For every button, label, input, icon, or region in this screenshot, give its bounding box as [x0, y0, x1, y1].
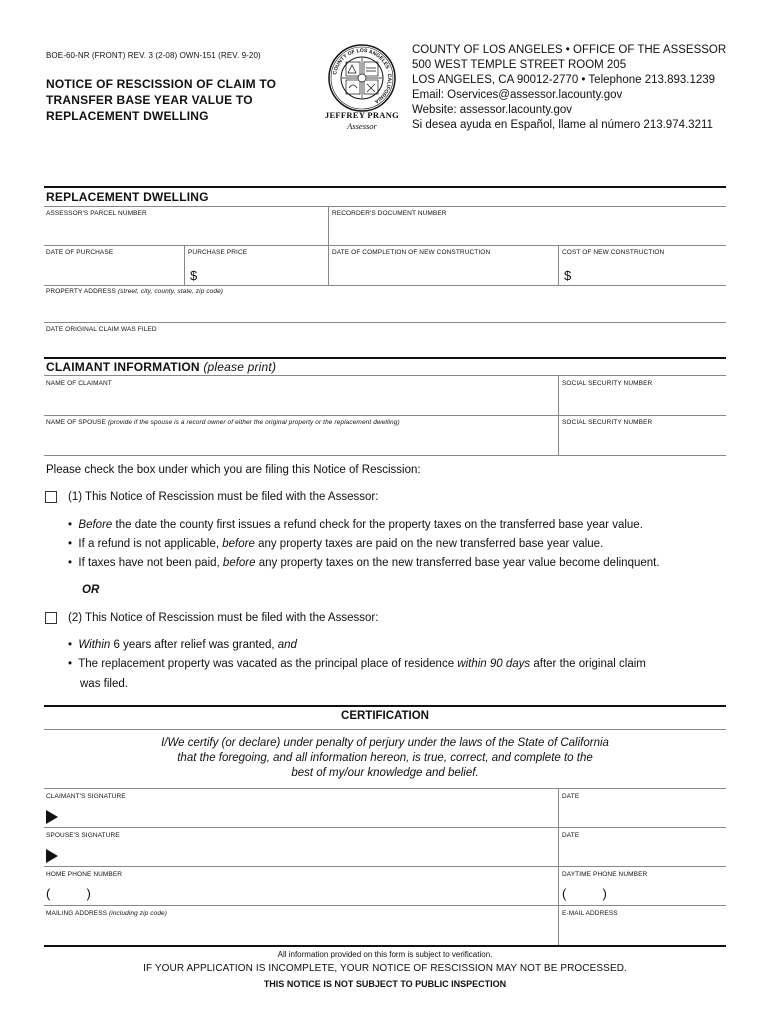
option-1-bullet-pre: If a refund is not applicable,: [78, 538, 223, 550]
option-1-checkbox[interactable]: [45, 491, 57, 503]
mailing-address-field[interactable]: [44, 919, 556, 943]
filing-instruction: Please check the box under which you are filing this Notice of Rescission:: [46, 464, 421, 476]
row-divider: [44, 375, 726, 376]
row-divider: [44, 729, 726, 730]
claimant-signature-field[interactable]: [62, 803, 556, 825]
office-line: COUNTY OF LOS ANGELES • OFFICE OF THE ASSESSOR: [412, 44, 727, 56]
option-1-bullet-rest: any property taxes are paid on the new transferred base year value.: [254, 538, 604, 550]
section-divider: [44, 357, 726, 359]
spouse-date-field[interactable]: [560, 842, 726, 864]
home-phone-area-code: ( ): [46, 886, 91, 901]
sign-here-arrow-icon: [46, 810, 58, 824]
claimant-name-label: NAME OF CLAIMANT: [46, 380, 112, 387]
mailing-address-label-text: MAILING ADDRESS: [46, 910, 108, 917]
original-claim-date-field[interactable]: [44, 335, 726, 355]
option-2-bullet-continued: was filed.: [80, 678, 128, 690]
option-1-bullet-em: before: [222, 557, 256, 569]
option-1-bullet: • Before the date the county first issues a refund check for the property taxes on the transferred base year value.: [68, 519, 643, 531]
option-2-bullet-em: Within: [78, 639, 111, 651]
claimant-date-field[interactable]: [560, 803, 726, 825]
public-inspection-note: THIS NOTICE IS NOT SUBJECT TO PUBLIC INSPECTION: [263, 979, 507, 989]
section-divider: [44, 945, 726, 947]
date-of-purchase-label: DATE OF PURCHASE: [46, 249, 114, 256]
purchase-price-field[interactable]: [200, 259, 326, 283]
date-of-purchase-field[interactable]: [44, 259, 182, 283]
email-address-field[interactable]: [560, 919, 726, 943]
row-divider: [44, 788, 726, 789]
sign-here-arrow-icon: [46, 849, 58, 863]
spouse-ssn-label: SOCIAL SECURITY NUMBER: [562, 419, 653, 426]
claimant-info-title: [46, 360, 276, 374]
option-2-label: (2) This Notice of Rescission must be filed with the Assessor:: [68, 612, 379, 624]
construction-cost-dollar: $: [564, 268, 572, 283]
certification-line: that the foregoing, and all information hereon, is true, correct, and complete to the: [177, 752, 593, 764]
form-id: BOE-60-NR (FRONT) REV. 3 (2-08) OWN-151 (REV. 9-20): [46, 51, 261, 60]
replacement-dwelling-title: REPLACEMENT DWELLING: [46, 190, 209, 204]
office-line: 500 WEST TEMPLE STREET ROOM 205: [412, 59, 627, 71]
claimant-ssn-label: SOCIAL SECURITY NUMBER: [562, 380, 653, 387]
spouse-signature-field[interactable]: [62, 842, 556, 864]
home-phone-label: HOME PHONE NUMBER: [46, 871, 123, 878]
claimant-info-hint: (please print): [203, 360, 277, 374]
option-1-bullet-rest: the date the county first issues a refund check for the property taxes on the transferred base year value.: [112, 519, 643, 531]
row-divider: [44, 206, 726, 207]
original-claim-date-label: DATE ORIGINAL CLAIM WAS FILED: [46, 326, 157, 333]
spouse-name-field[interactable]: [44, 429, 556, 453]
row-divider: [44, 415, 726, 416]
office-website[interactable]: Website: assessor.lacounty.gov: [412, 104, 573, 116]
spouse-name-hint: (provide if the spouse is a record owner of either the original property or the replacement dwelling): [107, 419, 400, 426]
section-divider: [44, 186, 726, 188]
certification-line: best of my/our knowledge and belief.: [291, 767, 479, 779]
option-1-bullet-rest: any property taxes on the new transferred base year value become delinquent.: [255, 557, 660, 569]
cell-divider: [184, 245, 185, 285]
certification-statement: [44, 736, 726, 781]
option-1-label: (1) This Notice of Rescission must be filed with the Assessor:: [68, 491, 379, 503]
claimant-date-label: DATE: [562, 793, 580, 800]
row-divider: [44, 285, 726, 286]
certification-line: I/We certify (or declare) under penalty of perjury under the laws of the State of California: [161, 737, 609, 749]
mailing-address-label: [46, 910, 167, 917]
verification-note: All information provided on this form is subject to verification.: [277, 950, 493, 959]
construction-cost-field[interactable]: [574, 259, 726, 283]
row-divider: [44, 905, 726, 906]
office-contact-block: [412, 43, 726, 133]
option-2-bullet-em: within 90 days: [457, 658, 531, 670]
option-2-bullet-pre: The replacement property was vacated as the principal place of residence: [78, 658, 458, 670]
claimant-info-title-text: CLAIMANT INFORMATION: [46, 360, 200, 374]
option-1-bullet: • If taxes have not been paid, before any property taxes on the new transferred base year value become delinquent.: [68, 557, 660, 569]
row-divider: [44, 245, 726, 246]
daytime-phone-area-code: ( ): [562, 886, 607, 901]
recorder-doc-field[interactable]: [330, 220, 726, 244]
spouse-signature-label: SPOUSE'S SIGNATURE: [46, 832, 120, 839]
office-line: LOS ANGELES, CA 90012-2770 • Telephone 213.893.1239: [412, 74, 716, 86]
form-title-line: REPLACEMENT DWELLING: [46, 109, 209, 123]
option-2-bullet-post: after the original claim: [530, 658, 646, 670]
option-2-bullet: • The replacement property was vacated as the principal place of residence within 90 days after the original claim: [68, 658, 646, 670]
cell-divider: [328, 206, 329, 246]
option-2-checkbox[interactable]: [45, 612, 57, 624]
form-title: [46, 76, 306, 124]
row-divider: [44, 866, 726, 867]
purchase-price-label: PURCHASE PRICE: [188, 249, 248, 256]
spouse-date-label: DATE: [562, 832, 580, 839]
incomplete-warning: IF YOUR APPLICATION IS INCOMPLETE, YOUR NOTICE OF RESCISSION MAY NOT BE PROCESSED.: [143, 963, 627, 974]
claimant-ssn-field[interactable]: [560, 389, 726, 413]
property-address-label: [46, 288, 223, 295]
completion-date-field[interactable]: [330, 259, 556, 283]
office-email[interactable]: Email: Oservices@assessor.lacounty.gov: [412, 89, 623, 101]
option-1-bullet-pre: If taxes have not been paid,: [78, 557, 223, 569]
option-2-bullet-em2: and: [277, 639, 297, 651]
cell-divider: [558, 245, 559, 285]
spouse-name-label: [46, 419, 400, 426]
option-1-bullet-em: Before: [78, 519, 113, 531]
spouse-name-label-text: NAME OF SPOUSE: [46, 419, 106, 426]
option-1-bullet-em: before: [222, 538, 255, 550]
claimant-signature-label: CLAIMANT'S SIGNATURE: [46, 793, 126, 800]
daytime-phone-field[interactable]: [560, 880, 726, 904]
section-divider: [44, 705, 726, 707]
purchase-price-dollar: $: [190, 268, 198, 283]
option-2-bullet: • Within 6 years after relief was granted, and: [68, 639, 297, 651]
option-1-bullet: • If a refund is not applicable, before any property taxes are paid on the new transferred base year value.: [68, 538, 604, 550]
spouse-ssn-field[interactable]: [560, 429, 726, 453]
office-spanish-help: Si desea ayuda en Español, llame al número 213.974.3211: [412, 119, 713, 131]
or-separator: OR: [82, 584, 100, 596]
assessor-name: JEFFREY PRANG: [324, 110, 400, 120]
construction-cost-label: COST OF NEW CONSTRUCTION: [562, 249, 665, 256]
daytime-phone-label: DAYTIME PHONE NUMBER: [562, 871, 648, 878]
mailing-address-hint: (including zip code): [109, 910, 168, 917]
property-address-label-text: PROPERTY ADDRESS: [46, 288, 116, 295]
assessor-title: Assessor: [347, 121, 377, 131]
property-address-field[interactable]: [44, 297, 726, 321]
seal-text: COUNTY OF LOS ANGELES · CALIFORNIA: [332, 47, 393, 105]
row-divider: [44, 827, 726, 828]
row-divider: [44, 322, 726, 323]
apn-label: ASSESSOR'S PARCEL NUMBER: [46, 210, 147, 217]
option-2-bullet-mid: 6 years after relief was granted,: [110, 639, 278, 651]
claimant-name-field[interactable]: [44, 389, 556, 413]
certification-title: CERTIFICATION: [341, 710, 429, 722]
cell-divider: [328, 245, 329, 285]
home-phone-field[interactable]: [44, 880, 556, 904]
completion-date-label: DATE OF COMPLETION OF NEW CONSTRUCTION: [332, 249, 491, 256]
email-address-label: E-MAIL ADDRESS: [562, 910, 618, 917]
property-address-hint: (street, city, county, state, zip code): [117, 288, 224, 295]
apn-field[interactable]: [44, 220, 326, 244]
form-title-line: TRANSFER BASE YEAR VALUE TO: [46, 93, 253, 107]
row-divider: [44, 455, 726, 456]
form-title-line: NOTICE OF RESCISSION OF CLAIM TO: [46, 77, 277, 91]
county-seal-icon: [328, 44, 396, 112]
recorder-doc-label: RECORDER'S DOCUMENT NUMBER: [332, 210, 447, 217]
